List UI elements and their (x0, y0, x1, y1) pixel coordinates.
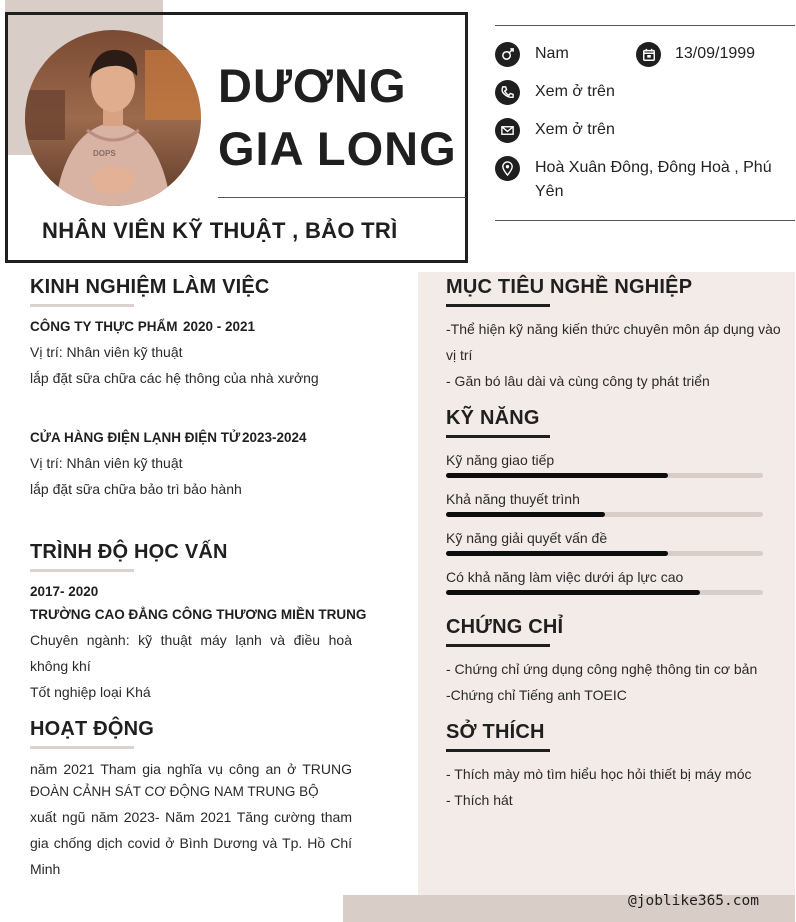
skill-1-bar (446, 473, 763, 478)
avatar (25, 30, 201, 206)
education-title: TRÌNH ĐỘ HỌC VẤN (30, 541, 228, 563)
name-divider (218, 197, 466, 198)
hobbies-underline (446, 749, 550, 752)
education-major-line-1: Chuyên ngành: kỹ thuật máy lạnh và điều hoà (30, 632, 352, 648)
skills-title: KỸ NĂNG (446, 407, 540, 429)
contact-top-rule (495, 25, 795, 26)
name-line-1: DƯƠNG (218, 59, 407, 112)
name-line-2: GIA LONG (218, 122, 457, 175)
gender-icon (495, 42, 520, 67)
job-2-period: 2023-2024 (242, 430, 307, 445)
skill-1-label: Kỹ năng giao tiếp (446, 452, 555, 468)
skill-2-bar-fill (446, 512, 605, 517)
gender-text: Nam (535, 45, 569, 62)
hobbies-title: SỞ THÍCH (446, 721, 545, 743)
education-grade: Tốt nghiệp loại Khá (30, 684, 151, 700)
birthday-text: 13/09/1999 (675, 45, 756, 62)
skill-3-bar-fill (446, 551, 668, 556)
education-major-line-2: không khí (30, 658, 91, 674)
hobby-1: - Thích mày mò tìm hiểu học hỏi thiết bị máy móc (446, 766, 752, 782)
objective-line-1: -Thể hiện kỹ năng kiến thức chuyên môn áp dụng vào (446, 321, 781, 337)
objective-title: MỤC TIÊU NGHỀ NGHIỆP (446, 276, 693, 298)
job-1-company: CÔNG TY THỰC PHẨM (30, 319, 178, 334)
calendar-icon (636, 42, 661, 67)
email-text: Xem ở trên (535, 121, 615, 138)
certificate-2: -Chứng chỉ Tiếng anh TOEIC (446, 687, 627, 703)
job-2-position: Vị trí: Nhân viên kỹ thuật (30, 455, 183, 471)
job-2-company: CỬA HÀNG ĐIỆN LẠNH ĐIỆN TỬ (30, 430, 241, 445)
education-underline (30, 569, 134, 572)
email-icon (495, 118, 520, 143)
activities-line-3: xuất ngũ năm 2023- Năm 2021 Tăng cường tham (30, 809, 352, 825)
activities-line-2: ĐOÀN CẢNH SÁT CƠ ĐỘNG NAM TRUNG BỘ (30, 784, 319, 799)
skills-underline (446, 435, 550, 438)
activities-title: HOẠT ĐỘNG (30, 718, 155, 740)
skill-1-bar-fill (446, 473, 668, 478)
activities-line-4: gia chống dịch covid ở Bình Dương và Tp. Hồ Chí (30, 835, 352, 851)
education-period: 2017- 2020 (30, 584, 99, 599)
svg-text:DOPS: DOPS (93, 149, 116, 158)
job-1-description: lắp đặt sữa chữa các hệ thông của nhà xưởng (30, 370, 319, 386)
phone-icon (495, 80, 520, 105)
skill-2-bar (446, 512, 763, 517)
job-2-description: lắp đặt sữa chữa bảo trì bảo hành (30, 481, 242, 497)
objective-line-2: vị trí (446, 347, 473, 363)
job-title: NHÂN VIÊN KỸ THUẬT , BẢO TRÌ (42, 218, 398, 243)
contact-bottom-rule (495, 220, 795, 221)
skill-2-label: Khả năng thuyết trình (446, 491, 580, 507)
objective-line-3: - Găn bó lâu dài và cùng công ty phát triển (446, 373, 710, 389)
skill-4-bar-fill (446, 590, 700, 595)
skill-4-bar (446, 590, 763, 595)
activities-underline (30, 746, 134, 749)
certificate-1: - Chứng chỉ ứng dụng công nghệ thông tin cơ bản (446, 661, 758, 677)
skill-3-bar (446, 551, 763, 556)
job-1-period: 2020 - 2021 (183, 319, 256, 334)
job-1-position: Vị trí: Nhân viên kỹ thuật (30, 344, 183, 360)
watermark: @joblike365.com (628, 893, 759, 909)
hobby-2: - Thích hát (446, 792, 513, 808)
address-text: Hoà Xuân Đông, Đông Hoà , Phú Yên (535, 159, 772, 200)
certificates-title: CHỨNG CHỈ (446, 616, 564, 638)
skill-4-label: Có khả năng làm việc dưới áp lực cao (446, 569, 684, 585)
education-school: TRƯỜNG CAO ĐẲNG CÔNG THƯƠNG MIỀN TRUNG (30, 607, 367, 622)
experience-underline (30, 304, 134, 307)
certificates-underline (446, 644, 550, 647)
location-icon (495, 156, 520, 181)
activities-line-1: năm 2021 Tham gia nghĩa vụ công an ở TRUNG (30, 761, 352, 777)
phone-text: Xem ở trên (535, 83, 615, 100)
skill-3-label: Kỹ năng giải quyết vấn đề (446, 530, 608, 546)
activities-line-5: Minh (30, 861, 61, 877)
experience-title: KINH NGHIỆM LÀM VIỆC (30, 276, 270, 298)
objective-underline (446, 304, 550, 307)
